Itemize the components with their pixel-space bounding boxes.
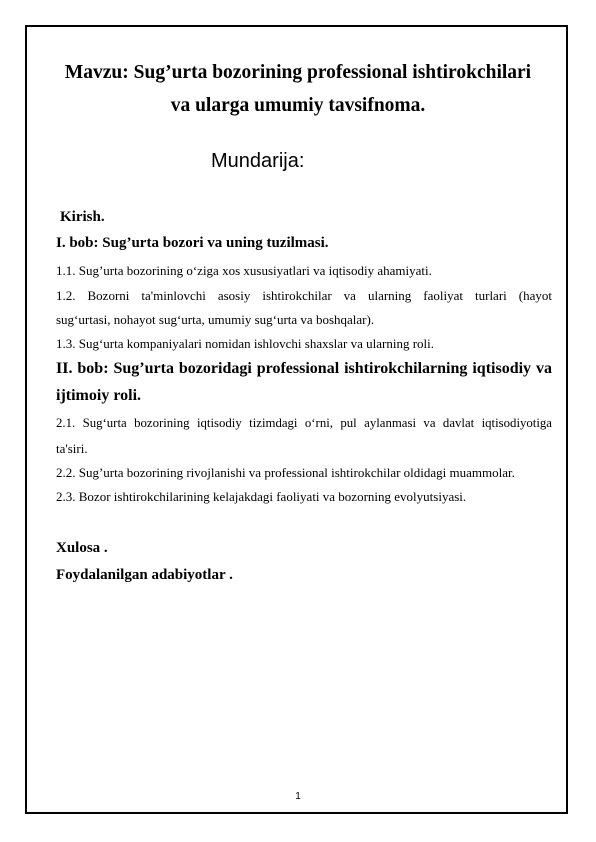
toc-intro: Kirish. [60,209,105,225]
toc-section-1-2-line-1: 1.2. Bozorni ta'minlovchi asosiy ishtirokchilar va ularning faoliyat turlari (hayot [56,288,552,303]
toc-chapter-2-line-2: ijtimoiy roli. [56,387,142,404]
toc-chapter-2-line-1: II. bob: Sug’urta bozoridagi professional ishtirokchilarning iqtisodiy va [56,360,552,377]
toc-section-1-1: 1.1. Sug’urta bozorining o‘ziga xos xususiyatlari va iqtisodiy ahamiyati. [56,263,432,278]
document-title-line-2: va ularga umumiy tavsifnoma. [170,95,426,116]
toc-section-1-3: 1.3. Sug‘urta kompaniyalari nomidan ishlovchi shaxslar va ularning roli. [56,336,435,351]
document-title-line-1: Mavzu: Sug’urta bozorining professional ishtirokchilari [64,62,532,83]
page-number: 1 [295,791,301,802]
toc-chapter-1: I. bob: Sug’urta bozori va uning tuzilmasi. [56,235,329,251]
toc-references: Foydalanilgan adabiyotlar . [56,567,233,583]
toc-section-2-2: 2.2. Sug’urta bozorining rivojlanishi va professional ishtirokchilar oldidagi muammolar. [56,465,515,480]
toc-conclusion: Xulosa . [56,540,108,556]
toc-heading: Mundarija: [211,150,305,172]
toc-section-2-3: 2.3. Bozor ishtirokchilarining kelajakdagi faoliyati va bozorning evolyutsiyasi. [56,489,467,504]
toc-section-2-1-line-2: ta'siri. [56,441,88,456]
toc-section-2-1-line-1: 2.1. Sug‘urta bozorining iqtisodiy tizimdagi o‘rni, pul aylanmasi va davlat iqtisodiyotiga [56,416,552,430]
toc-section-1-2-line-2: sug‘urtasi, nohayot sug‘urta, umumiy sug‘urta va boshqalar). [56,312,375,327]
